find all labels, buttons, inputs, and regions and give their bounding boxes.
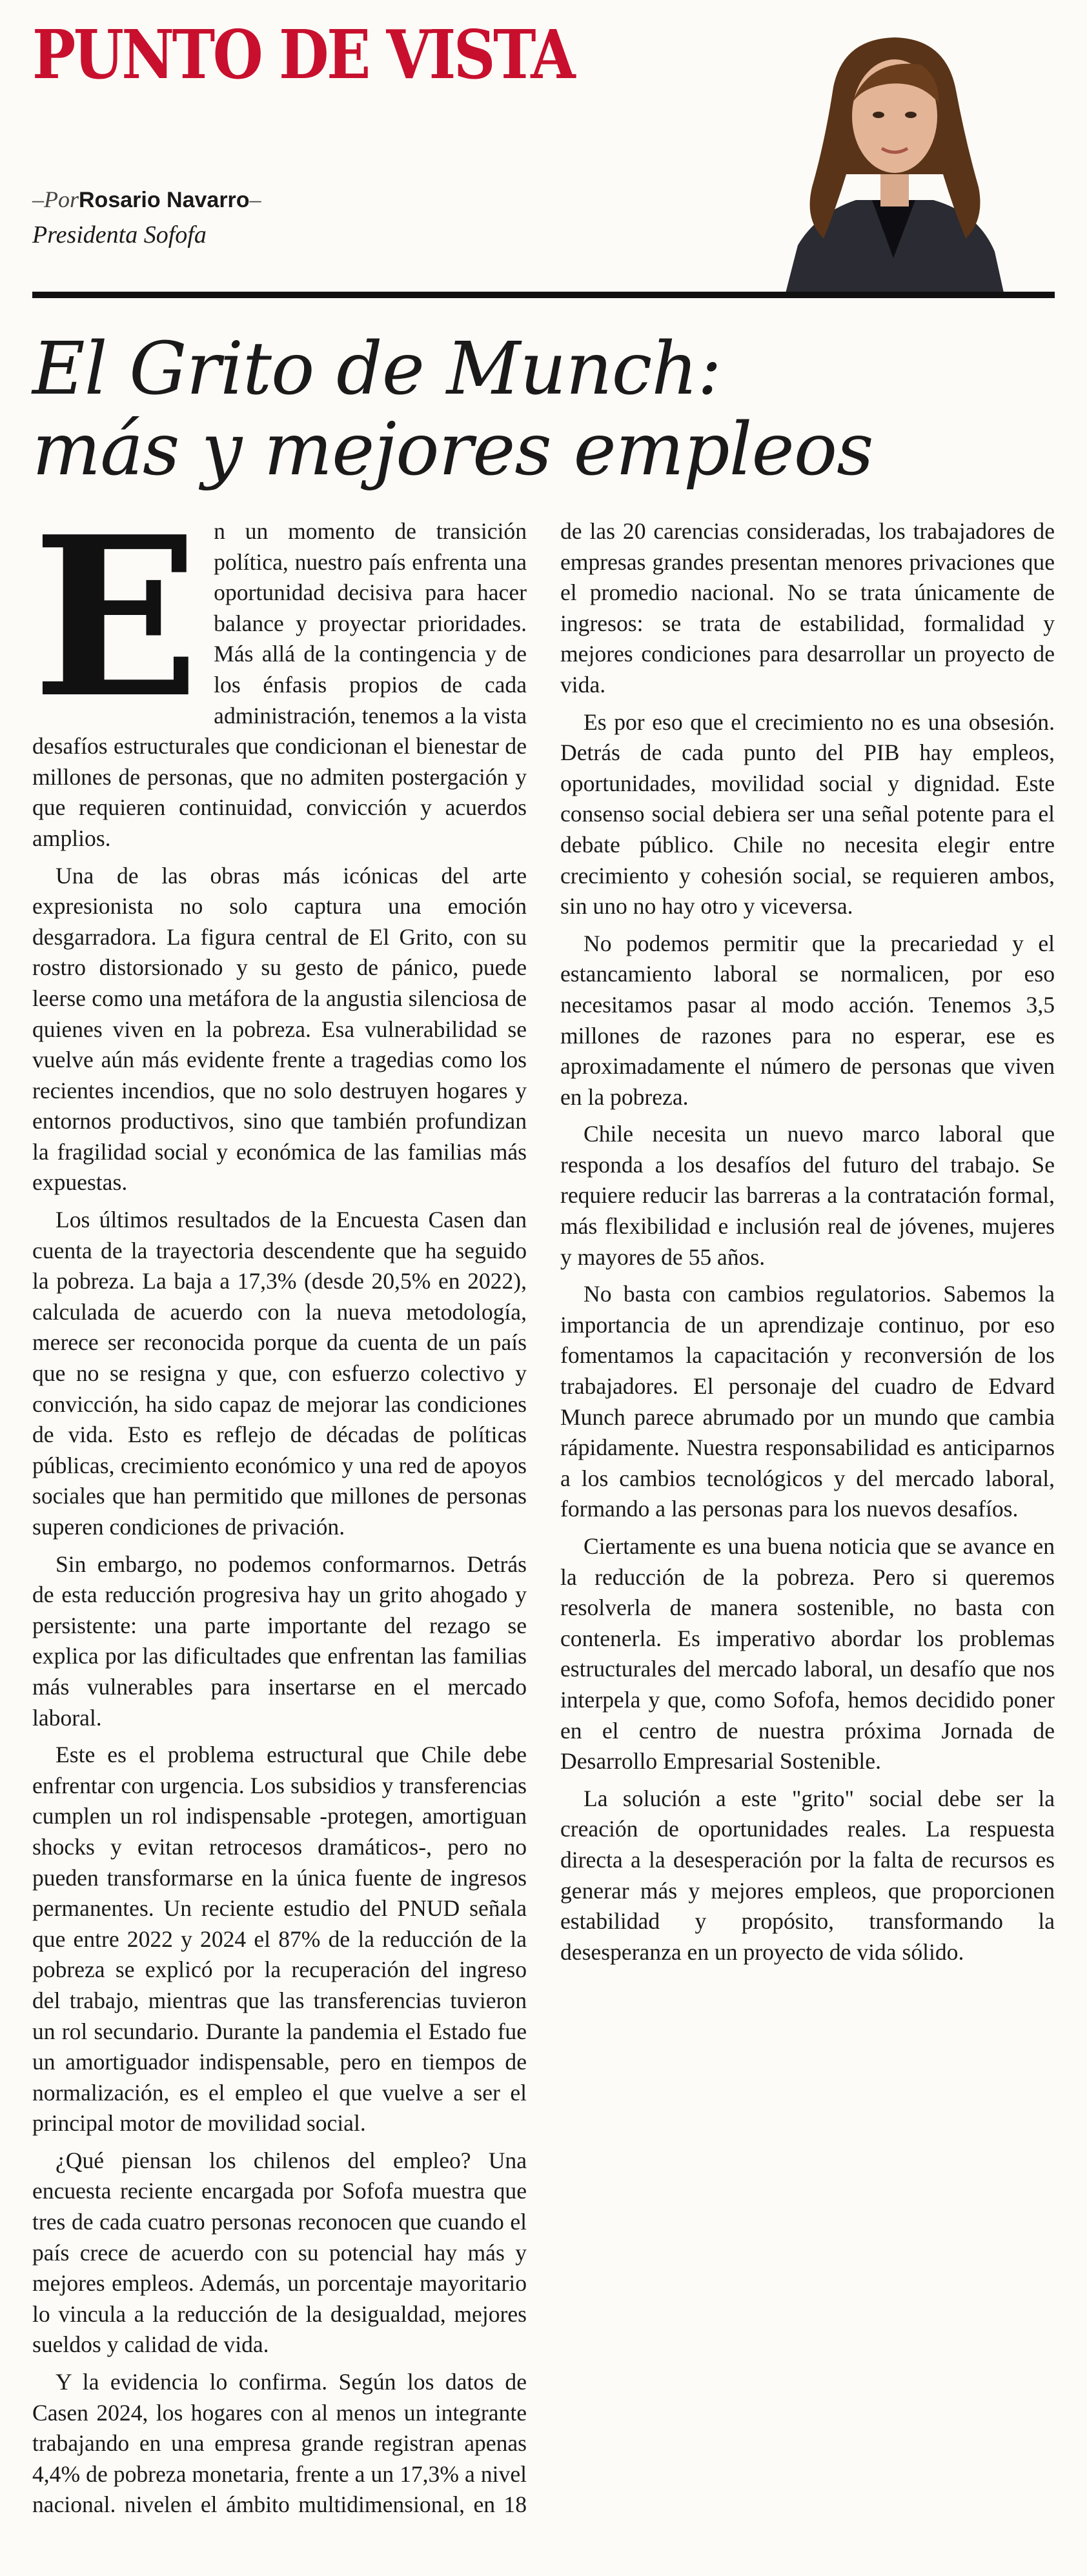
paragraph: La solución a este "grito" social debe ser la creación de oportunidades reales. La respuesta directa a la desesperación por la falta de recursos es generar más y mejores empleos, que proporcionen estabilidad y propósito, transformando la desesperanza en un proyecto de vida sólido.: [560, 1785, 1055, 1965]
paragraph: Sin embargo, no podemos conformarnos. Detrás de esta reducción progresiva hay un grito ahogado y persistente: una parte importante del rezago se explica por las dificultades que enfrentan las familias más vulnerables para insertarse en el mercado laboral.: [32, 1551, 527, 1731]
paragraph: Una de las obras más icónicas del arte expresionista no solo captura una emoción desgarradora. La figura central de El Grito, con su rostro distorsionado y su gesto de pánico, puede leerse como una metáfora de la angustia silenciosa de quienes viven en la pobreza. Esa vulnerabilidad se vuelve aún más evidente frente a tragedias como los recientes incendios, que no solo destruyen hogares y entornos productivos, sino que también profundizan la fragilidad social y económica de las familias más expuestas.: [32, 862, 527, 1196]
paragraph: Ciertamente es una buena noticia que se avance en la reducción de la pobreza. Pero si queremos resolverla de manera sostenible, no basta con contenerla. Es imperativo abordar los problemas estructurales del mercado laboral, un desafío que nos interpela y que, como Sofofa, hemos decidido poner en el centro de nuestra próxima Jornada de Desarrollo Empresarial Sostenible.: [560, 1533, 1055, 1775]
portrait-eye-right: [905, 112, 917, 118]
section-title: PUNTO DE VISTA: [32, 15, 574, 94]
paragraph: Chile necesita un nuevo marco laboral que responda a los desafíos del futuro del trabajo. Se requiere reducir las barreras a la contratación formal, más flexibilidad e inclusión real de jóvenes, mujeres y mayores de 55 años.: [560, 1121, 1055, 1270]
headline-line-2: más y mejores empleos: [32, 408, 873, 492]
paragraph: Este es el problema estructural que Chile debe enfrentar con urgencia. Los subsidios y transferencias cumplen un rol indispensable -protegen, amortiguan shocks y evitan retrocesos dramáticos-, pero no pueden transformarse en la única fuente de ingresos permanentes. Un reciente estudio del PNUD señala que entre 2022 y 2024 el 87% de la reducción de la pobreza se explicó por la recuperación del ingreso del trabajo, mientras que las transferencias tuvieron un rol secundario. Durante la pandemia el Estado fue un amortiguador indispensable, pero en tiempos de normalización, es el empleo el que vuelve a ser el principal motor de movilidad social.: [32, 1742, 527, 2137]
author-name: Rosario Navarro: [79, 188, 250, 212]
article-body: [32, 489, 1055, 2536]
author-portrait: [772, 26, 1015, 296]
paragraph: [32, 489, 527, 854]
author-role: Presidenta Sofofa: [32, 221, 207, 248]
portrait-eye-left: [873, 112, 884, 118]
paragraph: No basta con cambios regulatorios. Sabemos la importancia de un aprendizaje continuo, por eso fomentamos la capacitación y reconversión de los trabajadores. El personaje del cuadro de Edvard Munch parece abrumado por un mundo que cambia rápidamente. Nuestra responsabilidad es anticiparnos a los cambios tecnológicos y del mercado laboral, formando a las personas para los nuevos desafíos.: [560, 1281, 1055, 1522]
byline-prefix: –Por: [32, 186, 79, 212]
headline-line-1: El Grito de Munch:: [32, 327, 722, 411]
header-rule: [32, 292, 1055, 298]
paragraph: Y la evidencia lo confirma. Según los datos de Casen 2024, los hogares con al menos un integrante trabajando en una empresa grande registran apenas 4,4% de pobreza monetaria, frente a un 17,3% a nivel nacional. nivelen el ámbito multidimensional, en 18 de las 20 carencias consideradas, los trabajadores de empresas grandes presentan menores privaciones que el promedio nacional. No se trata únicamente de ingresos: se trata de estabilidad, formalidad y mejores condiciones para desarrollar un proyecto de vida.: [32, 518, 1055, 2518]
byline: [32, 182, 261, 254]
paragraph: Es por eso que el crecimiento no es una obsesión. Detrás de cada punto del PIB hay empleos, oportunidades, movilidad social y dignidad. Este consenso social debiera ser una señal potente para el debate público. Chile no necesita elegir entre crecimiento y cohesión social, se requieren ambos, sin uno no hay otro y viceversa.: [560, 709, 1055, 920]
paragraph-text: n un momento de transición política, nuestro país enfrenta una oportunidad decisiva para hacer balance y proyectar prioridades. Más allá de la contingencia y de los énfasis propios de cada administración, tenemos a la vista desafíos estructurales que condicionan el bienestar de millones de personas, que no admiten postergación y que requieren continuidad, convicción y acuerdos amplios.: [32, 518, 527, 851]
drop-cap: E: [32, 489, 200, 747]
paragraph: Los últimos resultados de la Encuesta Casen dan cuenta de la trayectoria descendente que ha seguido la pobreza. La baja a 17,3% (desde 20,5% en 2022), calculada de acuerdo con la nueva metodología, merece ser reconocida porque da cuenta de un país que no se resigna y que, con esfuerzo colectivo y convicción, ha sido capaz de mejorar las condiciones de vida. Esto es reflejo de décadas de políticas públicas, crecimiento económico y una red de apoyos sociales que han permitido que millones de personas superen condiciones de privación.: [32, 1207, 527, 1540]
headline: [32, 329, 1039, 490]
byline-author-line: [32, 182, 261, 217]
paragraph: ¿Qué piensan los chilenos del empleo? Una encuesta reciente encargada por Sofofa muestra que tres de cada cuatro personas reconocen que cuando el país crece de acuerdo con su potencial hay más y mejores empleos. Además, un porcentaje mayoritario lo vincula a la reducción de la desigualdad, mejores sueldos y calidad de vida.: [32, 2147, 527, 2358]
byline-suffix: –: [249, 186, 261, 212]
paragraph: No podemos permitir que la precariedad y el estancamiento laboral se normalicen, por eso necesitamos pasar al modo acción. Tenemos 3,5 millones de razones para no esperar, ese es aproximadamente el número de personas que viven en la pobreza.: [560, 930, 1055, 1110]
